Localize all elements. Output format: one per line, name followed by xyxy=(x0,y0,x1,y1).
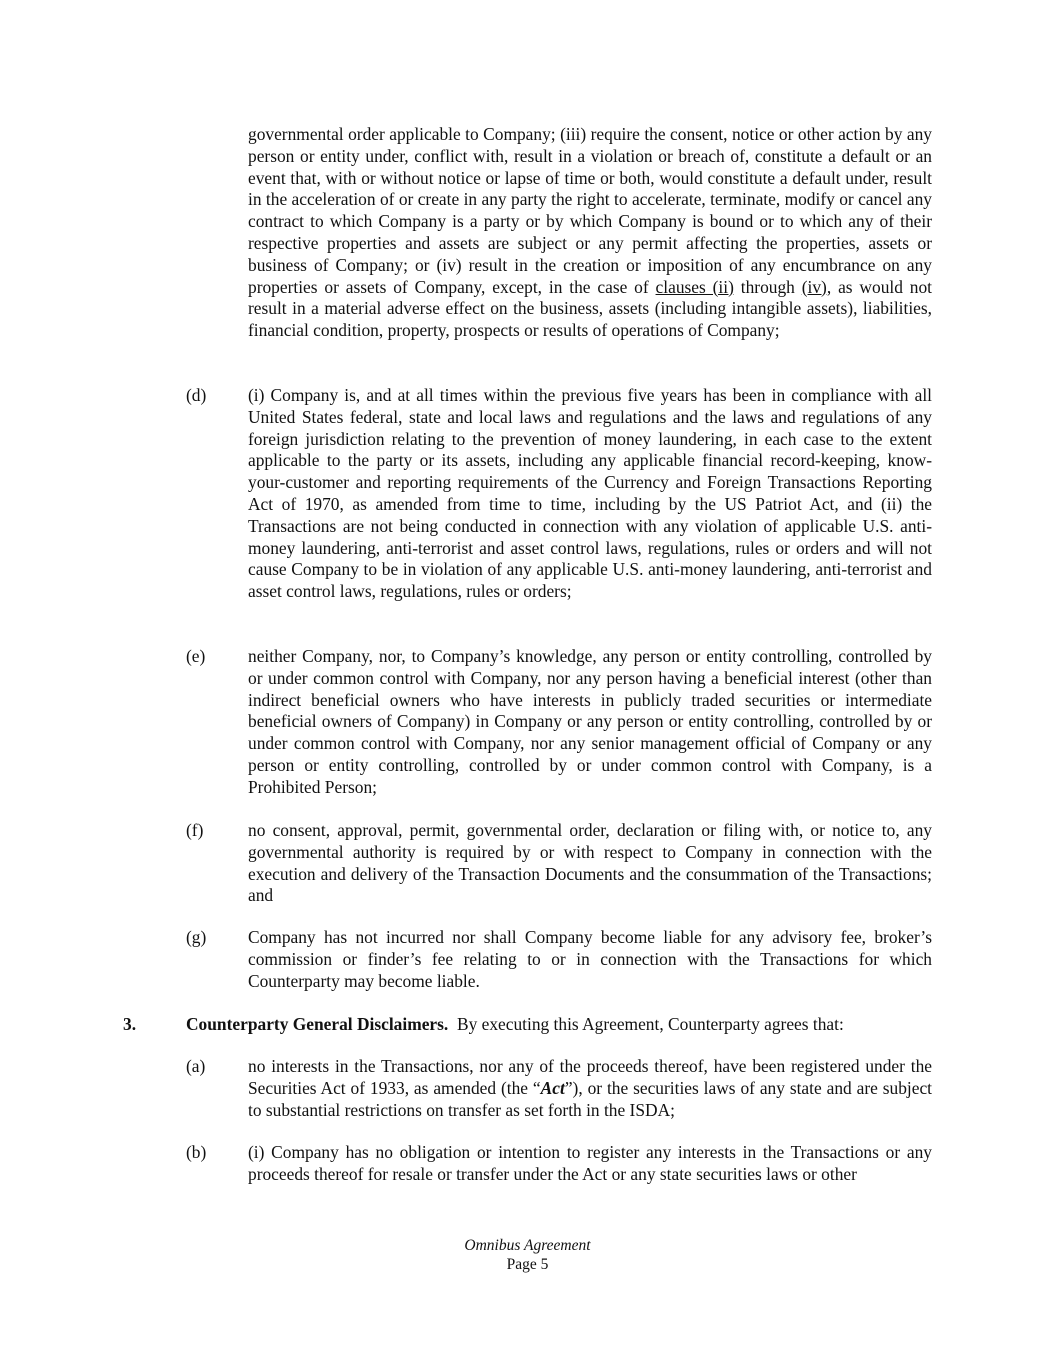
item-text-part-2: ”), or the securities laws of any state and are subject to substantial restrictions on transfer as set forth in the ISDA; xyxy=(248,1077,932,1120)
list-item-d xyxy=(186,385,932,603)
item-text: neither Company, nor, to Company’s knowledge, any person or entity controlling, controlled by or under common control with Company, nor any person having a beneficial interest (other than indirect beneficial owners who have interests in publicly traded securities or intermediate beneficial owners of Company) in Company or any person or entity controlling, controlled by or under common control with Company, nor any senior management official of Company or any person or entity controlling, controlled by or under common control with Company, is a Prohibited Person; xyxy=(248,646,932,797)
section-3-heading xyxy=(123,1014,932,1036)
item-label: (b) xyxy=(186,1142,207,1162)
section-number: 3. xyxy=(123,1014,137,1034)
item-label: (g) xyxy=(186,927,207,947)
item-text: (i) Company has no obligation or intention to register any interests in the Transactions or any proceeds thereof for resale or transfer under the Act or any state securities laws or other xyxy=(248,1142,932,1184)
defined-term: Act xyxy=(540,1077,565,1098)
item-label: (e) xyxy=(186,646,206,666)
clause-reference-iv: (iv) xyxy=(801,276,827,297)
item-text-part-1: no interests in the Transactions, nor any of the proceeds thereof, have been registered under the Securities Act of 1933, as amended (the “ xyxy=(248,1056,932,1098)
item-label: (f) xyxy=(186,820,204,840)
list-item-b xyxy=(186,1142,932,1186)
continuation-paragraph xyxy=(248,124,932,342)
item-text xyxy=(248,1056,932,1121)
list-item-a xyxy=(186,1056,932,1121)
item-label: (a) xyxy=(186,1056,206,1076)
section-intro: By executing this Agreement, Counterparty agrees that: xyxy=(456,1014,844,1034)
section-title: Counterparty General Disclaimers. xyxy=(186,1014,449,1034)
item-text: no consent, approval, permit, governmental order, declaration or filing with, or notice to, any governmental authority is required by or with respect to Company in connection with the execution and delivery of the Transaction Documents and the consummation of the Transactions; and xyxy=(248,820,932,906)
page-footer xyxy=(0,1236,1055,1274)
continuation-text-1: governmental order applicable to Company; (iii) require the consent, notice or other action by any person or entity under, conflict with, result in a violation or breach of, constitute a default or an event that, with or without notice or lapse of time or both, would constitute a default under, result in the acceleration of or create in any party the right to accelerate, terminate, modify or cancel any contract to which Company is a party or by which Company is bound or to which any of their respective properties and assets are subject or any permit affecting the properties, assets or business of Company; or (iv) result in the creation or imposition of any encumbrance on any properties or assets of Company, except, in the case of xyxy=(248,124,932,297)
page-number: Page 5 xyxy=(506,1256,549,1273)
continuation-text-2: through xyxy=(733,276,802,297)
footer-title: Omnibus Agreement xyxy=(464,1237,591,1254)
list-item-f xyxy=(186,820,932,907)
item-text: Company has not incurred nor shall Company become liable for any advisory fee, broker’s commission or finder’s fee relating to or in connection with the Transactions for which Counterparty may become liable. xyxy=(248,927,932,991)
clause-reference-ii: clauses (ii) xyxy=(655,276,734,297)
list-item-g xyxy=(186,927,932,992)
list-item-e xyxy=(186,646,932,799)
item-text: (i) Company is, and at all times within the previous five years has been in compliance with all United States federal, state and local laws and regulations and the laws and regulations of any foreign jurisdiction relating to the prevention of money laundering, in each case to the extent applicable to the party or its assets, including any applicable financial record-keeping, know-your-customer and reporting requirements of the Currency and Foreign Transactions Reporting Act of 1970, as amended from time to time, including by the US Patriot Act, and (ii) the Transactions are not being conducted in connection with any violation of applicable U.S. anti-money laundering, anti-terrorist and asset control laws, regulations, rules or orders and will not cause Company to be in violation of any applicable U.S. anti-money laundering, anti-terrorist and asset control laws, regulations, rules or orders; xyxy=(248,385,932,602)
continuation-text-3: , as would not result in a material adverse effect on the business, assets (including intangible assets), liabilities, financial condition, property, prospects or results of operations of Company; xyxy=(248,276,933,341)
item-label: (d) xyxy=(186,385,207,405)
